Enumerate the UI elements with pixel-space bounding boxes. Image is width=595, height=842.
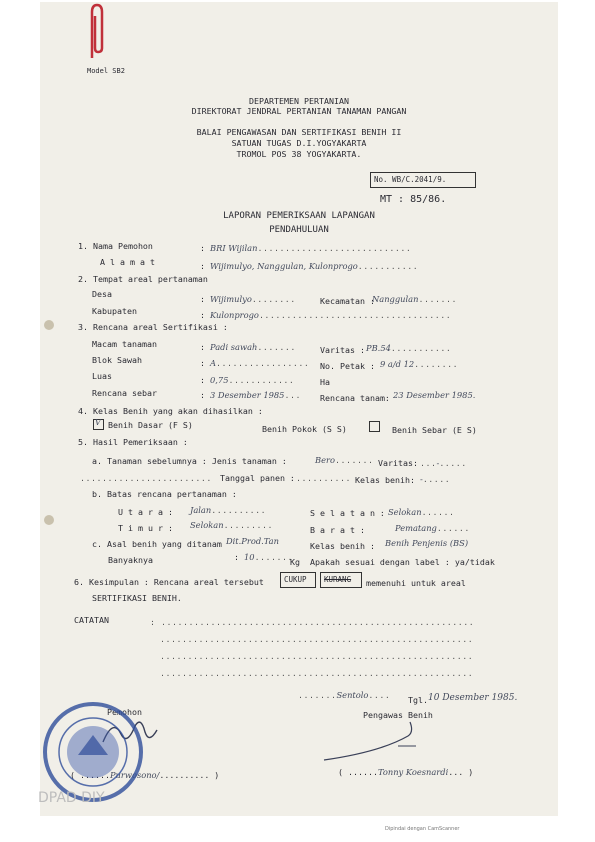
selatan-label: S e l a t a n : bbox=[310, 508, 385, 518]
jenis-tanaman-row: Bero....... bbox=[315, 455, 374, 465]
header-line-5: TROMOL POS 38 YOGYAKARTA. bbox=[236, 149, 362, 159]
no-petak-row: 9 a/d 12........ bbox=[380, 359, 459, 369]
kesimpulan-label: 6. Kesimpulan : Rencana areal tersebut bbox=[74, 577, 264, 587]
no-petak-value: 9 a/d 12 bbox=[380, 359, 415, 369]
tanggal-panen-dots: .......... bbox=[296, 473, 351, 483]
banyaknya-unit: Kg bbox=[290, 557, 300, 567]
selatan-value: Selokan bbox=[388, 507, 422, 517]
catatan-label: CATATAN bbox=[74, 615, 109, 625]
blok-sawah-value: A bbox=[210, 358, 216, 368]
nama-pemohon-row: : BRI Wijilan............................ bbox=[200, 243, 412, 253]
desa-row: : Wijimulyo........ bbox=[200, 294, 296, 304]
barat-row: Pematang...... bbox=[395, 523, 470, 533]
place-value: Sentolo bbox=[336, 690, 369, 700]
kecamatan-value: Nanggulan bbox=[372, 294, 419, 304]
model-code: Model SB2 bbox=[87, 67, 125, 75]
rencana-sebar-label: Rencana sebar bbox=[92, 388, 157, 398]
header-line-2: DIREKTORAT JENDRAL PERTANIAN TANAMAN PANGAN bbox=[191, 106, 407, 116]
timur-value: Selokan bbox=[190, 520, 224, 530]
varitas-row: PB.54........... bbox=[366, 343, 452, 353]
rencana-tanam-label: Rencana tanam: bbox=[320, 393, 390, 403]
barat-label: B a r a t : bbox=[310, 525, 365, 535]
luas-row: : 0,75............ bbox=[200, 375, 295, 385]
benih-dasar-check-mark: V bbox=[95, 418, 101, 427]
pengawas-signature bbox=[320, 716, 440, 766]
catatan-line-2: ......................................................... bbox=[160, 634, 474, 644]
varitas-label: Varitas : bbox=[320, 345, 365, 355]
asal-benih-row bbox=[226, 537, 279, 545]
timur-label: T i m u r : bbox=[118, 523, 173, 533]
kelas-benih-sebelumnya-label: Kelas benih: bbox=[355, 475, 415, 485]
scanner-footer: Dipindai dengan CamScanner bbox=[385, 826, 460, 832]
benih-pokok-checkbox[interactable] bbox=[369, 421, 380, 432]
mt-number: MT : 85/86. bbox=[380, 194, 447, 205]
paper-clip-icon bbox=[86, 2, 108, 60]
varitas-sebelumnya-row: ...-..... bbox=[420, 458, 467, 468]
catatan-line-3: ......................................................... bbox=[160, 651, 474, 661]
reference-number: No. WB/C.2041/9. bbox=[374, 175, 447, 184]
blok-sawah-label: Blok Sawah bbox=[92, 355, 142, 365]
macam-tanaman-label: Macam tanaman bbox=[92, 339, 157, 349]
rencana-tanam-value: 23 Desember 1985. bbox=[393, 390, 476, 400]
report-subtitle: PENDAHULUAN bbox=[269, 225, 329, 235]
asal-benih-value: Dit.Prod.Tan bbox=[226, 536, 279, 546]
kelas-benih-asal-label: Kelas benih : bbox=[310, 541, 375, 551]
no-petak-label: No. Petak : bbox=[320, 361, 375, 371]
catatan-line-1: : ......................................................... bbox=[150, 617, 475, 627]
pemohon-name: Purwosono/ bbox=[109, 770, 160, 780]
kelas-benih-asal-value: Benih Penjenis (BS) bbox=[385, 538, 469, 548]
header-line-1: DEPARTEMEN PERTANIAN bbox=[249, 96, 349, 106]
sertifikasi-benih-label: SERTIFIKASI BENIH. bbox=[92, 593, 182, 603]
jenis-tanaman-value: Bero bbox=[315, 455, 335, 465]
macam-tanaman-value: Padi sawah bbox=[210, 342, 258, 352]
rencana-tanam-row bbox=[393, 391, 475, 399]
kecamatan-row: Nanggulan....... bbox=[372, 294, 457, 304]
banyaknya-row: : 10....... bbox=[234, 552, 294, 562]
utara-row: Jalan.......... bbox=[190, 505, 267, 515]
banyaknya-value: 10 bbox=[244, 552, 255, 562]
kabupaten-value: Kulonprogo bbox=[210, 310, 259, 320]
pengawas-label: Pengawas Benih bbox=[363, 710, 433, 720]
batas-rencana-label: b. Batas rencana pertanaman : bbox=[92, 489, 237, 499]
tanggal-panen-label: Tanggal panen : bbox=[220, 473, 295, 483]
selatan-row: Selokan...... bbox=[388, 507, 455, 517]
tanaman-sebelumnya-label: a. Tanaman sebelumnya : Jenis tanaman : bbox=[92, 456, 287, 466]
pemohon-name-row: ( ......Purwosono/.......... ) bbox=[70, 770, 220, 780]
luas-label: Luas bbox=[92, 371, 112, 381]
benih-pokok-label: Benih Pokok (S S) bbox=[262, 424, 347, 434]
kurang-option: KURANG bbox=[324, 575, 352, 584]
hasil-pemeriksaan-label: 5. Hasil Pemeriksaan : bbox=[78, 437, 188, 447]
rencana-areal-label: 3. Rencana areal Sertifikasi : bbox=[78, 322, 228, 332]
punch-hole bbox=[44, 515, 54, 525]
pengawas-name-row: ( ......Tonny Koesnardi... ) bbox=[338, 767, 474, 777]
nama-pemohon-label: 1. Nama Pemohon bbox=[78, 241, 153, 251]
tempat-areal-label: 2. Tempat areal pertanaman bbox=[78, 274, 208, 284]
punch-hole bbox=[44, 320, 54, 330]
luas-value: 0,75 bbox=[210, 375, 229, 385]
kelas-benih-label: 4. Kelas Benih yang akan dihasilkan : bbox=[78, 406, 263, 416]
sesuai-label-question: Apakah sesuai dengan label : ya/tidak bbox=[310, 557, 495, 567]
timur-row: Selokan......... bbox=[190, 520, 274, 530]
macam-tanaman-row: : Padi sawah....... bbox=[200, 342, 296, 352]
alamat-label: A l a m a t bbox=[100, 257, 155, 267]
luas-unit: Ha bbox=[320, 377, 330, 387]
header-line-3: BALAI PENGAWASAN DAN SERTIFIKASI BENIH II bbox=[196, 127, 402, 137]
kesimpulan-tail: memenuhi untuk areal bbox=[366, 578, 466, 588]
kelas-benih-sebelumnya-row: -..... bbox=[420, 474, 451, 484]
nama-pemohon-value: BRI Wijilan bbox=[210, 243, 258, 253]
varitas-sebelumnya-value: - bbox=[436, 458, 440, 468]
date-value: 10 Desember 1985. bbox=[428, 693, 518, 703]
place-row: .......Sentolo.... bbox=[298, 690, 391, 700]
desa-label: Desa bbox=[92, 289, 112, 299]
panen-dots: ........................ bbox=[80, 473, 212, 483]
watermark: DPAD DIY bbox=[38, 790, 105, 806]
varitas-value: PB.54 bbox=[366, 343, 391, 353]
desa-value: Wijimulyo bbox=[210, 294, 252, 304]
blok-sawah-row: : A................. bbox=[200, 358, 310, 368]
alamat-row: : Wijimulyo, Nanggulan, Kulonprogo........... bbox=[200, 261, 419, 271]
asal-benih-label: c. Asal benih yang ditanam bbox=[92, 539, 222, 549]
report-title: LAPORAN PEMERIKSAAN LAPANGAN bbox=[223, 211, 375, 221]
kecamatan-label: Kecamatan : bbox=[320, 296, 375, 306]
pemohon-label: Pemohon bbox=[107, 707, 142, 717]
benih-sebar-label: Benih Sebar (E S) bbox=[392, 425, 477, 435]
kabupaten-row: : Kulonprogo................................... bbox=[200, 310, 452, 320]
catatan-line-4: ......................................................... bbox=[160, 668, 474, 678]
varitas-sebelumnya-label: Varitas: bbox=[378, 458, 418, 468]
alamat-value: Wijimulyo, Nanggulan, Kulonprogo bbox=[210, 261, 358, 271]
rencana-sebar-value: 3 Desember 1985 bbox=[210, 390, 285, 400]
date-label: Tgl. bbox=[408, 695, 428, 705]
kabupaten-label: Kabupaten bbox=[92, 306, 137, 316]
kelas-benih-sebelumnya-value: - bbox=[420, 474, 423, 484]
banyaknya-label: Banyaknya bbox=[108, 555, 153, 565]
kelas-benih-asal-row bbox=[385, 539, 468, 547]
cukup-option: CUKUP bbox=[284, 575, 307, 584]
utara-value: Jalan bbox=[190, 505, 212, 515]
benih-dasar-label: Benih Dasar (F S) bbox=[108, 420, 193, 430]
pengawas-name: Tonny Koesnardi bbox=[377, 767, 449, 777]
header-line-4: SATUAN TUGAS D.I.YOGYAKARTA bbox=[231, 138, 367, 148]
utara-label: U t a r a : bbox=[118, 507, 173, 517]
barat-value: Pematang bbox=[395, 523, 437, 533]
rencana-sebar-row: : 3 Desember 1985... bbox=[200, 390, 301, 400]
